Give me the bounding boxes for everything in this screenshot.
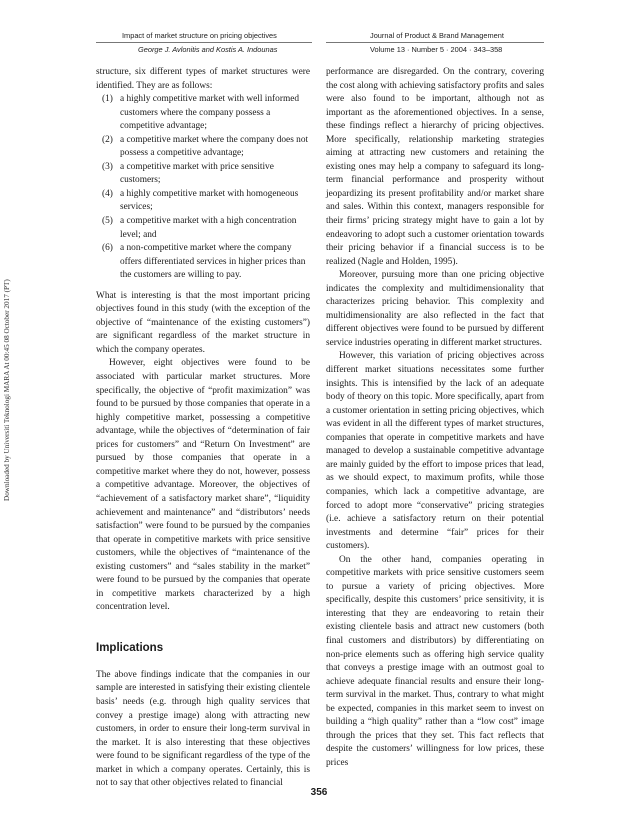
list-text: a non-competitive market where the company offers differentiated services in higher prices than the customers are willing to pay.	[120, 243, 306, 281]
list-text: a competitive market where the company does not possess a competitive advantage;	[120, 134, 309, 159]
list-number: (2)	[102, 134, 113, 145]
list-number: (6)	[102, 243, 113, 254]
running-header	[0, 20, 638, 60]
list-text: a highly competitive market with well informed customers where the company possess a competitive advantage;	[120, 94, 300, 132]
list-item	[96, 188, 310, 215]
list-item	[96, 215, 310, 242]
list-number: (4)	[102, 188, 113, 199]
right-column	[326, 66, 544, 770]
list-item	[96, 242, 310, 283]
page-number: 356	[310, 787, 328, 798]
list-number: (1)	[102, 94, 113, 105]
body-paragraph: What is interesting is that the most important pricing objectives found in this study (with the exception of the objective of “maintenance of the existing customers”) are significant regardless of the market structure in which the company operates.	[96, 290, 310, 355]
header-article-title: Impact of market structure on pricing objectives	[96, 30, 312, 43]
list-text: a competitive market with price sensitive customers;	[120, 161, 274, 186]
list-number: (3)	[102, 161, 113, 172]
body-paragraph: On the other hand, companies operating in competitive markets with price sensitive customers seem to pursue a variety of pricing objectives. More specifically, despite this customers’ price sensitivity, it is interesting that they are endeavoring to retain their existing clientele basis and attract new customers (both final customers and distributors) by differentiating on non-price elements such as offering high service quality that conveys a prestige image with an outmost goal to achieve adequate financial results and ensure their long-term survival in the market. Thus, contrary to what might be expected, companies in this market seem to invest on building a “high quality” rather than a “low cost” image through the prices that they set. This fact reflects that despite the customers’ willingness for low prices, these prices	[326, 554, 544, 768]
header-right	[326, 30, 544, 55]
body-paragraph: However, eight objectives were found to be associated with particular market structures. More specifically, the objective of “profit maximization” was found to be pursued by those companies that operate in a highly competitive market, possessing a competitive advantage, while the objectives of “determination of fair prices for customers” and “Return On Investment” are pursued by those companies that operate in a competitive market where they do not, however, possess a competitive advantage. Moreover, the objectives of “achievement of a satisfactory market share”, “liquidity achievement and maintenance” and “distributors’ needs satisfaction” were found to be pursued by the companies that operate in competitive markets with price sensitive customers, while the objectives of “maintenance of the existing customers” and “sales stability in the market” were found to be pursued by the companies that operate in competitive markets characterized by a high concentration level.	[96, 358, 310, 613]
body-paragraph: The above findings indicate that the companies in our sample are interested in satisfying their existing clientele basis’ needs (e.g. through high quality services that convey a prestige image) along with attracting new customers, in order to ensure their long-term survival in the market. It is also interesting that these objectives were found to be significant regardless of the type of the market in which a company operates. Certainly, this is not to say that other objectives related to financial	[96, 669, 310, 789]
list-text: a competitive market with a high concentration level; and	[120, 216, 297, 240]
market-structure-list	[96, 93, 310, 283]
header-authors: George J. Avlonitis and Kostis A. Indounas	[138, 45, 278, 54]
header-journal-name: Journal of Product & Brand Management	[326, 30, 544, 43]
list-item	[96, 93, 310, 134]
list-text: a highly competitive market with homogeneous services;	[120, 188, 299, 213]
body-paragraph: However, this variation of pricing objectives across different market situations necessitates some further insights. This is intensified by the lack of an adequate body of theory on this topic. More specifically, apart from a customer orientation in setting pricing objectives, which was evident in all the different types of market structures, companies that operate in competitive markets and have managed to develop a sustainable competitive advantage are mainly guided by the effort to impose prices that lead, as we should expect, to maximum profits, while those companies, which lack a competitive advantage, are forced to adopt more “conservative” pricing strategies (i.e. achieve a satisfactory return on their potential investments and determine “fair” prices for their customers).	[326, 351, 544, 552]
header-volume-info: Volume 13 · Number 5 · 2004 · 343–358	[370, 45, 503, 54]
list-number: (5)	[102, 216, 113, 227]
body-paragraph: performance are disregarded. On the contrary, covering the cost along with achieving satisfactory profits and sales were also found to be important, although not as important as the aforementioned objectives. In a sense, these findings reflect a hierarchy of pricing objectives. More specifically, relationship marketing strategies aiming at attracting new customers and retaining the existing ones may help a company to safeguard its long-term financial performance and prosperity without jeopardizing its present profitability and/or market share and sales. Within this context, managers responsible for their firms’ pricing strategy might have to gain a lot by endeavoring to adopt such a customer orientation towards their pricing behavior if a financial success is to be realized (Nagle and Holden, 1995).	[326, 67, 544, 267]
body-paragraph: Moreover, pursuing more than one pricing objective indicates the complexity and multidimensionality that characterizes pricing behavior. This complexity and multidimensionality are also reflected in the fact that different objectives were found to be pursued by different service industries operating in different market structures.	[326, 270, 544, 348]
list-item	[96, 134, 310, 161]
download-watermark: Downloaded by Universiti Teknologi MARA At 00:45 08 October 2017 (PT)	[3, 279, 11, 501]
left-column	[96, 66, 310, 791]
section-heading: Implications	[96, 641, 164, 654]
list-item	[96, 161, 310, 188]
intro-paragraph: structure, six different types of market structures were identified. They are as follows:	[96, 67, 310, 91]
header-left	[96, 30, 312, 55]
